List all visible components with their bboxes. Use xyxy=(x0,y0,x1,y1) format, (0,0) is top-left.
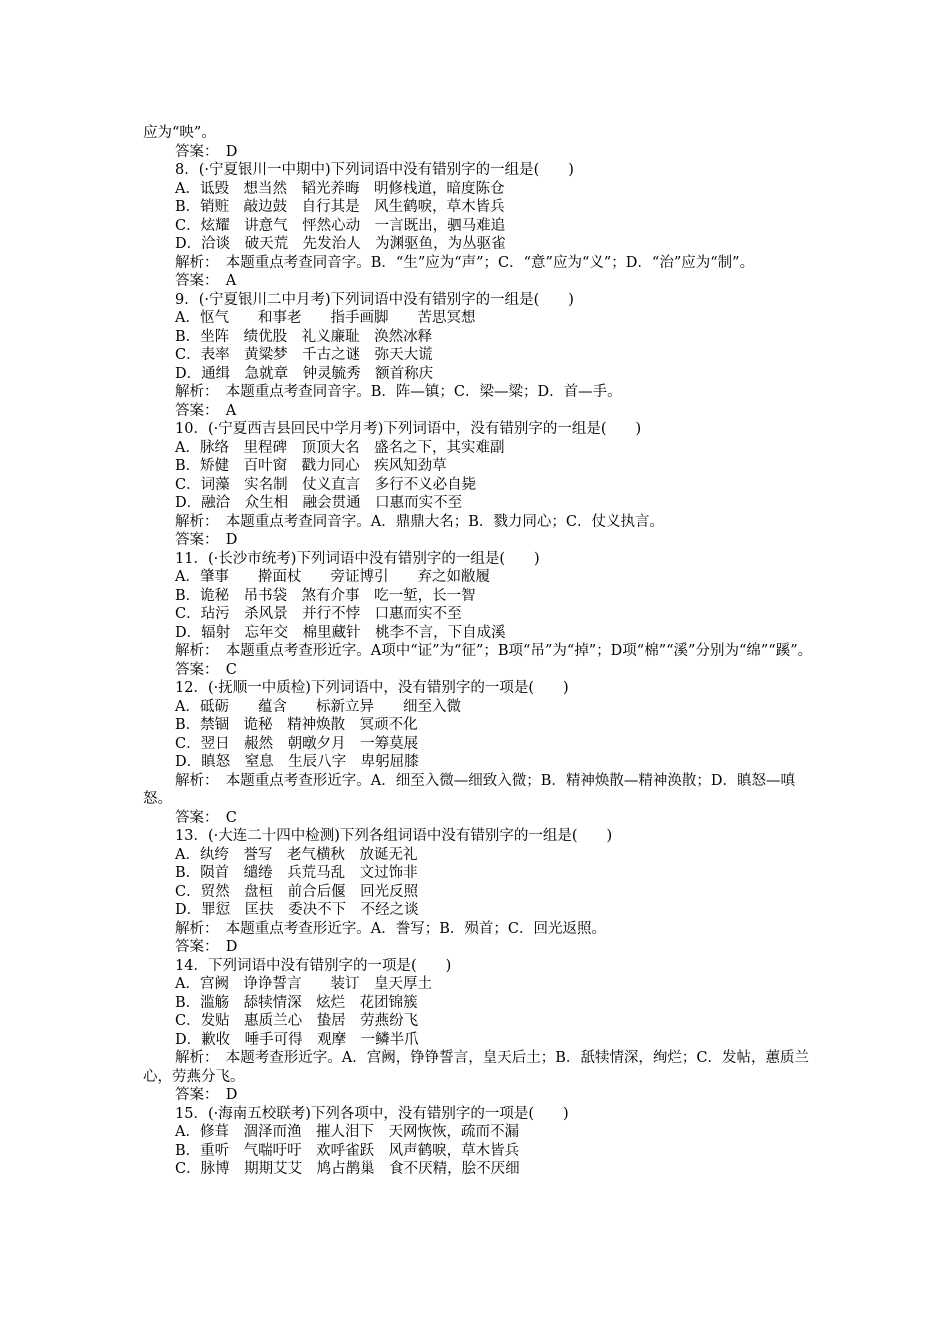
text-line: B．陨首 缱绻 兵荒马乱 文过饰非 xyxy=(175,865,418,881)
text-line: A．纨绔 誉写 老气横秋 放诞无礼 xyxy=(175,846,418,863)
text-line: B．坐阵 绩优股 礼义廉耻 涣然冰释 xyxy=(175,328,433,345)
text-line: A．肇事 擀面杖 旁证博引 弃之如敝履 xyxy=(175,569,490,585)
text-line: 答案： D xyxy=(175,532,238,548)
text-line: D．罪愆 匡扶 委决不下 不经之谈 xyxy=(175,902,419,918)
text-line: D．通缉 急就章 钟灵毓秀 额首称庆 xyxy=(175,365,434,382)
text-line: C．发贴 惠质兰心 蛰居 劳燕纷飞 xyxy=(175,1013,419,1029)
text-line: 12．(·抚顺一中质检)下列词语中，没有错别字的一项是( ) xyxy=(175,680,569,696)
text-line: C．贸然 盘桓 前合后偃 回光反照 xyxy=(175,883,419,900)
document-body xyxy=(143,124,823,1179)
text-line: 解析： 本题重点考查同音字。B．“生”应为“声”；C．“意”应为“义”；D．“治”应为“制”。 xyxy=(175,254,755,271)
text-line: 9．(·宁夏银川二中月考)下列词语中没有错别字的一组是( ) xyxy=(175,291,574,308)
text-line: D．辐射 忘年交 棉里藏针 桃李不言，下自成溪 xyxy=(175,624,506,641)
text-line: 8．(·宁夏银川一中期中)下列词语中没有错别字的一组是( ) xyxy=(175,162,574,178)
text-line: C．炫耀 讲意气 怦然心动 一言既出，驷马难追 xyxy=(175,217,506,234)
text-line: 答案： D xyxy=(175,939,238,955)
text-line: 10．(·宁夏西吉县回民中学月考)下列词语中，没有错别字的一组是( ) xyxy=(175,421,642,437)
text-line: D．洽谈 破天荒 先发治人 为渊驱鱼，为丛驱雀 xyxy=(175,236,506,252)
text-line: 11．(·长沙市统考)下列词语中没有错别字的一组是( ) xyxy=(175,550,540,567)
text-line: 答案： C xyxy=(175,809,237,826)
text-line: 答案： A xyxy=(175,402,237,419)
text-line: 解析： 本题重点考查形近字。A．誊写；B．殒首；C．回光返照。 xyxy=(175,920,606,937)
text-line: A．脉络 里程碑 顶顶大名 盛名之下，其实难副 xyxy=(175,439,505,456)
text-line: 答案： D xyxy=(175,143,238,160)
text-line: C．玷污 杀风景 并行不悖 口惠而实不至 xyxy=(175,606,462,622)
text-line: B．矫健 百叶窗 戳力同心 疾风知劲草 xyxy=(175,458,447,474)
text-line: B．销赃 敲边鼓 自行其是 风生鹤唳，草木皆兵 xyxy=(175,199,505,215)
text-line: D．融洽 众生相 融会贯通 口惠而实不至 xyxy=(175,495,463,511)
text-line: D．歉收 唾手可得 观摩 一鳞半爪 xyxy=(175,1031,419,1048)
text-line: 答案： A xyxy=(175,273,237,289)
text-line: A．宫阙 诤诤誓言 装订 皇天厚土 xyxy=(175,976,432,992)
text-line: 答案： D xyxy=(175,1087,238,1103)
text-line: B．滥觞 舔犊情深 炫烂 花团锦簇 xyxy=(175,994,418,1011)
text-line: 解析： 本题重点考查形近字。A项中“证”为“征”；B项“吊”为“掉”；D项“棉”“溪”分别为“绵”“蹊”。 xyxy=(175,643,813,659)
text-line: D．瞋怒 窒息 生辰八字 卑躬屈膝 xyxy=(175,754,419,770)
text-line: 解析： 本题考查形近字。A．宫阙，铮铮誓言，皇天后土；B．舐犊情深，绚烂；C．发帖，蕙质兰心，劳燕分飞。 xyxy=(143,1050,809,1085)
text-line: B．诡秘 吊书袋 煞有介事 吃一堑，长一智 xyxy=(175,587,476,604)
text-line: B．重听 气喘吁吁 欢呼雀跃 风声鹤唳，草木皆兵 xyxy=(175,1142,520,1159)
text-line: 答案： C xyxy=(175,661,237,678)
text-line: A．诋毁 想当然 韬光养晦 明修栈道，暗度陈仓 xyxy=(175,180,505,197)
text-line: 15．(·海南五校联考)下列各项中，没有错别字的一项是( ) xyxy=(175,1105,569,1122)
text-line: 解析： 本题重点考查形近字。A．细至入微—细致入微；B．精神焕散—精神涣散；D．瞋怒—嗔怒。 xyxy=(143,772,795,807)
text-line: C．表率 黄粱梦 千古之谜 弥天大谎 xyxy=(175,347,433,363)
text-line: 解析： 本题重点考查同音字。A．鼎鼎大名；B．戮力同心；C．仗义执言。 xyxy=(175,513,664,530)
text-line: A．砥砺 蕴含 标新立异 细至入微 xyxy=(175,698,461,715)
text-line: 13．(·大连二十四中检测)下列各组词语中没有错别字的一组是( ) xyxy=(175,828,613,844)
text-line: A．怄气 和事老 指手画脚 苦思冥想 xyxy=(175,310,476,326)
text-line: C．词藻 实名制 仗义直言 多行不义必自毙 xyxy=(175,476,477,493)
text-line: B．禁锢 诡秘 精神焕散 冥顽不化 xyxy=(175,717,418,733)
text-line: C．脉博 期期艾艾 鸠占鹊巢 食不厌精，脍不厌细 xyxy=(175,1161,520,1177)
text-line: 14．下列词语中没有错别字的一项是( ) xyxy=(175,957,452,974)
text-line: 应为“映”。 xyxy=(143,125,216,141)
text-line: 解析： 本题重点考查同音字。B．阵—镇；C．梁—粱；D．首—手。 xyxy=(175,384,622,400)
text-line: A．修葺 涸泽而渔 摧人泪下 天网恢恢，疏而不漏 xyxy=(175,1124,519,1140)
document-page xyxy=(143,124,823,1179)
text-line: C．翌日 赧然 朝暾夕月 一筹莫展 xyxy=(175,735,419,752)
